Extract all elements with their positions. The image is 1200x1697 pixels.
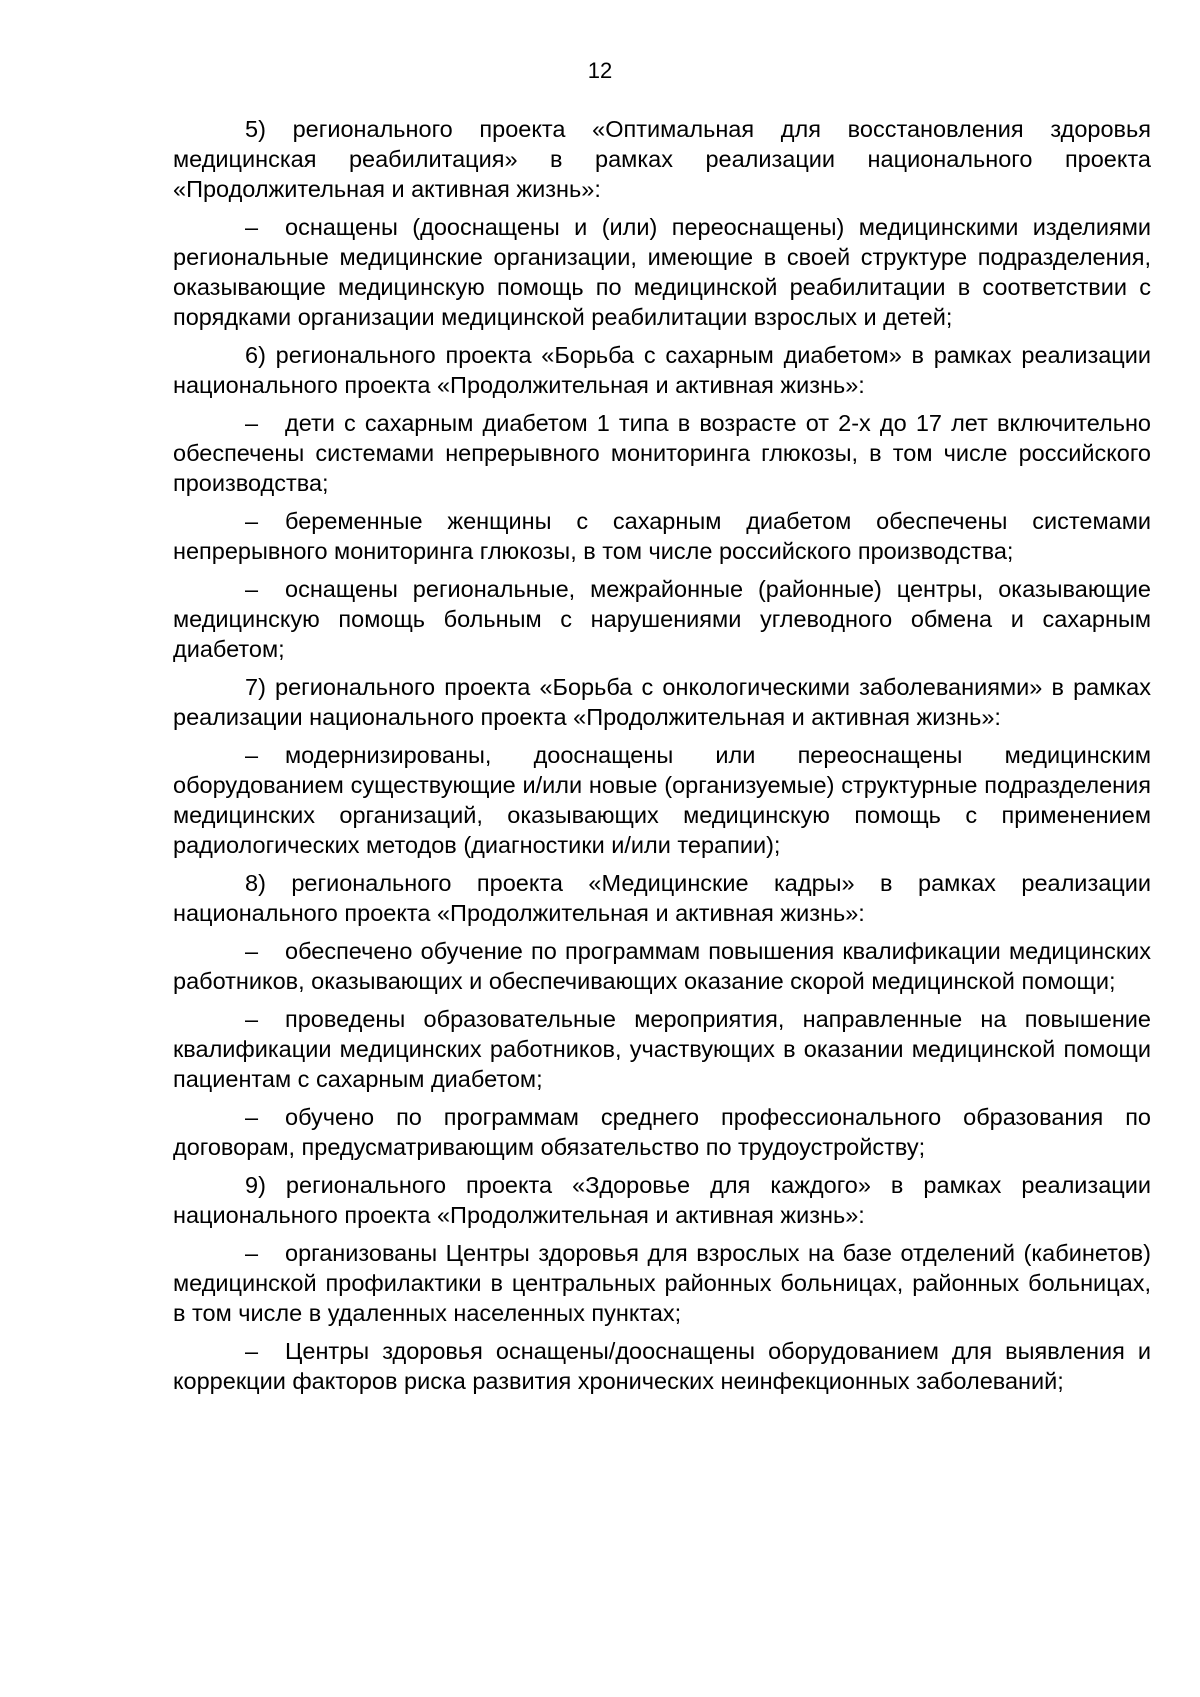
dash-bullet: –	[245, 410, 259, 436]
section-paragraph: 8) регионального проекта «Медицинские кадры» в рамках реализации национального проекта «Продолжительная и активная жизнь»:	[173, 870, 1151, 926]
list-item: – обучено по программам среднего профессионального образования по договорам, предусматривающим обязательство по трудоустройству;	[173, 1104, 1151, 1160]
list-item: – дети с сахарным диабетом 1 типа в возрасте от 2-х до 17 лет включительно обеспечены системами непрерывного мониторинга глюкозы, в том числе российского производства;	[173, 410, 1151, 496]
list-item: – Центры здоровья оснащены/дооснащены оборудованием для выявления и коррекции факторов риска развития хронических неинфекционных заболеваний;	[173, 1338, 1151, 1394]
dash-bullet: –	[245, 1240, 259, 1266]
dash-bullet: –	[245, 508, 259, 534]
list-item: – модернизированы, дооснащены или переоснащены медицинским оборудованием существующие и/или новые (организуемые) структурные подразделения медицинских организаций, оказывающих медицинскую помощь с применением радиологических методов (диагностики и/или терапии);	[173, 742, 1151, 858]
dash-bullet: –	[245, 1104, 259, 1130]
dash-bullet: –	[245, 1006, 259, 1032]
section-paragraph: 6) регионального проекта «Борьба с сахарным диабетом» в рамках реализации национального проекта «Продолжительная и активная жизнь»:	[173, 342, 1151, 398]
dash-bullet: –	[245, 576, 259, 602]
document-body	[173, 114, 1151, 1404]
list-item: – организованы Центры здоровья для взрослых на базе отделений (кабинетов) медицинской профилактики в центральных районных больницах, районных больницах, в том числе в удаленных населенных пунктах;	[173, 1240, 1151, 1326]
dash-bullet: –	[245, 1338, 259, 1364]
list-item: – оснащены (дооснащены и (или) переоснащены) медицинскими изделиями региональные медицинские организации, имеющие в своей структуре подразделения, оказывающие медицинскую помощь по медицинской реабилитации в соответствии с порядками организации медицинской реабилитации взрослых и детей;	[173, 214, 1151, 330]
list-item: – обеспечено обучение по программам повышения квалификации медицинских работников, оказывающих и обеспечивающих оказание скорой медицинской помощи;	[173, 938, 1151, 994]
dash-bullet: –	[245, 938, 259, 964]
section-paragraph: 9) регионального проекта «Здоровье для каждого» в рамках реализации национального проекта «Продолжительная и активная жизнь»:	[173, 1172, 1151, 1228]
page-number: 12	[587, 58, 613, 83]
list-item: – оснащены региональные, межрайонные (районные) центры, оказывающие медицинскую помощь больным с нарушениями углеводного обмена и сахарным диабетом;	[173, 576, 1151, 662]
list-item: – беременные женщины с сахарным диабетом обеспечены системами непрерывного мониторинга глюкозы, в том числе российского производства;	[173, 508, 1151, 564]
section-paragraph: 7) регионального проекта «Борьба с онкологическими заболеваниями» в рамках реализации национального проекта «Продолжительная и активная жизнь»:	[173, 674, 1151, 730]
section-paragraph: 5) регионального проекта «Оптимальная для восстановления здоровья медицинская реабилитация» в рамках реализации национального проекта «Продолжительная и активная жизнь»:	[173, 116, 1151, 202]
dash-bullet: –	[245, 214, 259, 240]
list-item: – проведены образовательные мероприятия, направленные на повышение квалификации медицинских работников, участвующих в оказании медицинской помощи пациентам с сахарным диабетом;	[173, 1006, 1151, 1092]
dash-bullet: –	[245, 742, 259, 768]
